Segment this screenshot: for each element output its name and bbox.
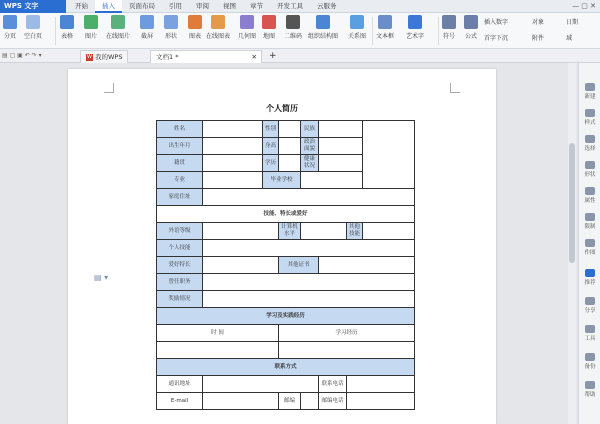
table-cell[interactable]: [203, 223, 279, 240]
panel-draw[interactable]: 作图: [579, 239, 600, 256]
table-cell[interactable]: [279, 121, 301, 138]
photo-cell[interactable]: [363, 121, 415, 189]
panel-properties[interactable]: 属性: [579, 187, 600, 204]
panel-recommend[interactable]: 推荐: [579, 269, 600, 286]
table-cell[interactable]: [203, 189, 415, 206]
table-cell[interactable]: [203, 240, 415, 257]
screenshot-button[interactable]: 截屏: [140, 15, 154, 40]
label-foreign: 外语等级: [157, 223, 203, 240]
table-cell[interactable]: [319, 121, 363, 138]
table-cell[interactable]: [203, 274, 415, 291]
label-time: 时 间: [157, 325, 279, 342]
relation-icon: [350, 15, 364, 29]
tab-cloud[interactable]: 云服务: [317, 2, 337, 10]
geometry-icon: [240, 15, 254, 29]
online-chart-button[interactable]: 在线图表: [206, 15, 230, 40]
table-cell[interactable]: [347, 393, 415, 410]
table-cell[interactable]: [319, 155, 363, 172]
doc-tab-my-wps[interactable]: W 我的WPS: [80, 50, 128, 63]
chart-icon: [188, 15, 202, 29]
label-email: E-mail: [157, 393, 203, 410]
qrcode-button[interactable]: 二维码: [284, 15, 302, 40]
section-contact: 联系方式: [157, 359, 415, 376]
properties-icon: [585, 187, 595, 195]
label-computer: 计算机水平: [279, 223, 301, 240]
select-icon: [585, 135, 595, 143]
table-cell[interactable]: [279, 155, 301, 172]
style-icon: [585, 109, 595, 117]
blank-page-button[interactable]: 空白页: [24, 15, 42, 40]
window-controls[interactable]: — ▢ ✕: [572, 2, 596, 10]
geometry-button[interactable]: 几何图: [238, 15, 256, 40]
panel-select[interactable]: 选择: [579, 135, 600, 152]
label-nation: 民族: [301, 121, 319, 138]
online-picture-icon: [111, 15, 125, 29]
app-menu-button[interactable]: WPS 文字: [0, 0, 66, 13]
label-hobby: 爱好特长: [157, 257, 203, 274]
panel-new[interactable]: 新建: [579, 83, 600, 100]
shape-icon: [164, 15, 178, 29]
table-cell[interactable]: [203, 376, 319, 393]
label-education: 学历: [263, 155, 279, 172]
online-picture-button[interactable]: 在线图片: [106, 15, 130, 40]
label-rewards: 奖励情况: [157, 291, 203, 308]
paragraph-handle-icon[interactable]: ▤ ▾: [94, 273, 109, 282]
wordart-icon: [408, 15, 422, 29]
scrollbar-thumb[interactable]: [569, 143, 575, 263]
label-name: 姓名: [157, 121, 203, 138]
wordart-button[interactable]: 艺术字: [406, 15, 424, 40]
tab-insert[interactable]: 插入: [95, 0, 122, 13]
label-politics: 政治面貌: [301, 138, 319, 155]
tab-home[interactable]: 开始: [75, 2, 88, 10]
label-health: 健康状况: [301, 155, 319, 172]
panel-backup[interactable]: 备份: [579, 353, 600, 370]
wps-logo-icon: W: [87, 53, 92, 60]
panel-share[interactable]: 分享: [579, 297, 600, 314]
label-birth: 出生年月: [157, 138, 203, 155]
picture-button[interactable]: 图片: [84, 15, 98, 40]
label-other-cert: 其他证书: [279, 257, 319, 274]
section-study: 学习及实践经历: [157, 308, 415, 325]
page-break-icon: [3, 15, 17, 29]
table-cell[interactable]: [203, 291, 415, 308]
chart-button[interactable]: 图表: [188, 15, 202, 40]
textbox-icon: [378, 15, 392, 29]
attachment-button[interactable]: 附件: [532, 35, 545, 42]
label-awards: 曾任职务: [157, 274, 203, 291]
table-cell[interactable]: [347, 376, 415, 393]
label-native: 籍贯: [157, 155, 203, 172]
table-cell[interactable]: [363, 223, 415, 240]
label-place: 学习经历: [279, 325, 415, 342]
panel-tools[interactable]: 工具: [579, 325, 600, 342]
screenshot-icon: [140, 15, 154, 29]
panel-style[interactable]: 样式: [579, 109, 600, 126]
picture-icon: [84, 15, 98, 29]
title-bar: [0, 0, 600, 13]
document-title: 个人简历: [266, 104, 298, 113]
restrict-icon: [585, 213, 595, 221]
textbox-button[interactable]: 文本框: [376, 15, 394, 40]
label-major: 专业: [157, 172, 203, 189]
date-button[interactable]: 日期: [566, 19, 579, 26]
quick-access-toolbar[interactable]: ▤ ▢ ▣ ↶ ↷ ▾: [2, 52, 42, 59]
panel-shape[interactable]: 形状: [579, 161, 600, 178]
cell-name[interactable]: [203, 121, 263, 138]
label-school: 毕业学校: [263, 172, 301, 189]
shape-button[interactable]: 形状: [164, 15, 178, 40]
org-chart-button[interactable]: 组织结构图: [308, 15, 338, 40]
object-button[interactable]: 对象: [532, 19, 545, 26]
table-cell[interactable]: [279, 342, 415, 359]
table-cell[interactable]: [203, 138, 263, 155]
recommend-icon: [585, 269, 595, 277]
shape-panel-icon: [585, 161, 595, 169]
table-cell[interactable]: [157, 342, 279, 359]
new-icon: [585, 83, 595, 91]
table-cell[interactable]: [301, 172, 363, 189]
label-post: 邮编电话: [319, 393, 347, 410]
online-chart-icon: [211, 15, 225, 29]
label-mail-addr: 通讯地址: [157, 376, 203, 393]
vertical-scrollbar[interactable]: [568, 63, 576, 424]
table-cell[interactable]: [203, 393, 279, 410]
table-cell[interactable]: [301, 393, 319, 410]
org-chart-icon: [316, 15, 330, 29]
table-button[interactable]: 表格: [60, 15, 74, 40]
relation-button[interactable]: 关系图: [348, 15, 366, 40]
share-icon: [585, 297, 595, 305]
panel-restrict[interactable]: 限制: [579, 213, 600, 230]
new-tab-button[interactable]: +: [269, 51, 277, 61]
menu-tabs: [68, 0, 344, 13]
table-cell[interactable]: [279, 138, 301, 155]
tab-references[interactable]: 引用: [169, 2, 182, 10]
tab-layout[interactable]: 页面布局: [129, 2, 155, 10]
symbol-button[interactable]: 符号: [442, 15, 456, 40]
page-break-button[interactable]: 分页: [3, 15, 17, 40]
table-cell[interactable]: [319, 257, 415, 274]
insert-number-button[interactable]: 插入数字: [484, 19, 509, 26]
label-gender: 性别: [263, 121, 279, 138]
blank-page-icon: [26, 15, 40, 29]
tab-view[interactable]: 视图: [223, 2, 236, 10]
label-height: 身高: [263, 138, 279, 155]
help-icon: [585, 381, 595, 389]
document-tab-bar: [0, 49, 600, 63]
resume-table: [156, 120, 414, 410]
close-tab-icon[interactable]: ✕: [251, 53, 257, 61]
label-address: 家庭住址: [157, 189, 203, 206]
table-cell[interactable]: [319, 138, 363, 155]
table-cell[interactable]: [301, 223, 347, 240]
label-phone: 联系电话: [319, 376, 347, 393]
omega-icon: [442, 15, 456, 29]
right-task-panel: [578, 63, 600, 424]
draw-icon: [585, 239, 595, 247]
qrcode-icon: [286, 15, 300, 29]
table-cell[interactable]: [203, 155, 263, 172]
table-icon: [60, 15, 74, 29]
formula-button[interactable]: 公式: [464, 15, 478, 40]
field-button[interactable]: 域: [566, 35, 573, 42]
label-zip: 邮编: [279, 393, 301, 410]
label-other-skill: 其他技能: [347, 223, 363, 240]
backup-icon: [585, 353, 595, 361]
doc-tab-document1[interactable]: 文档1 * ✕: [150, 50, 262, 63]
map-icon: [262, 15, 276, 29]
label-personal: 个人技能: [157, 240, 203, 257]
table-cell[interactable]: [203, 257, 279, 274]
panel-help[interactable]: 帮助: [579, 381, 600, 398]
tab-developer[interactable]: 开发工具: [277, 2, 303, 10]
pi-icon: [464, 15, 478, 29]
ribbon-insert: [0, 13, 600, 49]
tools-icon: [585, 325, 595, 333]
map-button[interactable]: 地图: [262, 15, 276, 40]
section-skills: 技能、特长或爱好: [157, 206, 415, 223]
table-cell[interactable]: [203, 172, 263, 189]
tab-section[interactable]: 章节: [250, 2, 263, 10]
drop-cap-button[interactable]: 首字下沉: [484, 35, 509, 42]
tab-review[interactable]: 审阅: [196, 2, 209, 10]
